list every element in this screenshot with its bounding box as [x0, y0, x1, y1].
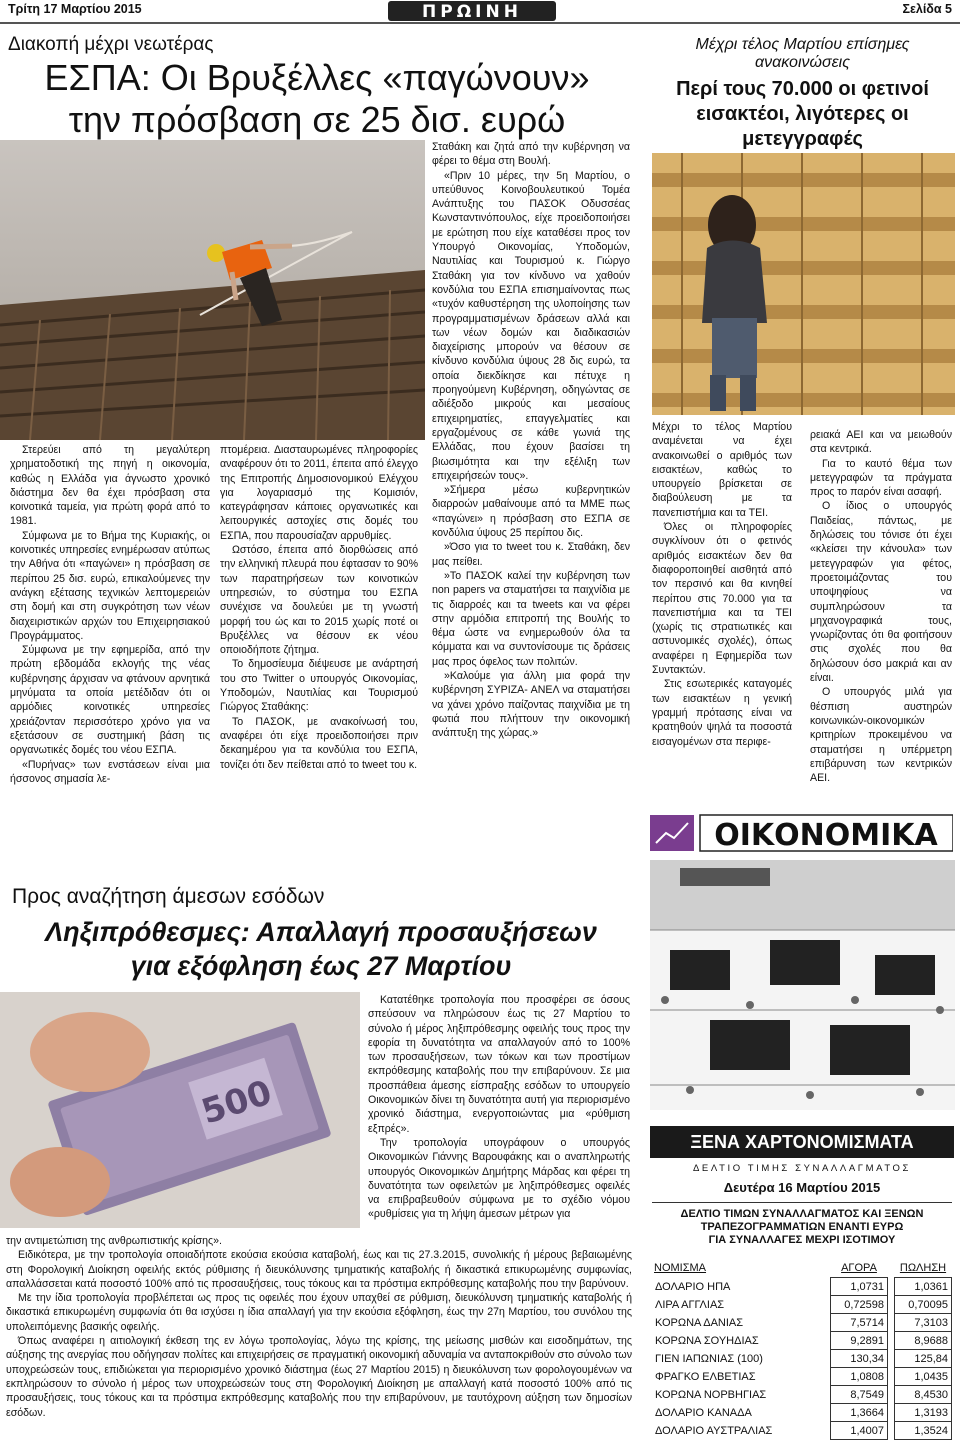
issue-date: Τρίτη 17 Μαρτίου 2015 — [8, 2, 142, 16]
page-number: Σελίδα 5 — [902, 2, 952, 16]
students-column-1 — [652, 420, 792, 800]
table-row — [652, 1404, 952, 1422]
currency-name: ΚΟΡΩΝΑ ΔΑΝΙΑΣ — [655, 1316, 744, 1329]
paragraph: »Το ΠΑΣΟΚ καλεί την κυβέρνηση των non papers να σταματήσει τα παιχνίδια με τις διαρροές και τα tweets και να φέρει στην αρμόδια επιτροπή της Βουλής το θέμα ώστε να ενημερωθούν όλα τα κόμματα και να συντονίσουμε τις δράσεις μας προς όφελος των πολιτών. — [432, 569, 630, 668]
header-rule — [0, 22, 960, 24]
sell-rate: 8,4530 — [895, 1386, 952, 1404]
espa-headline — [12, 57, 622, 141]
masthead-text: ΠΡΩΙΝΗ — [422, 2, 522, 22]
sell-rate: 8,9688 — [895, 1332, 952, 1350]
students-column-2 — [810, 428, 952, 800]
currency-name: ΔΟΛΑΡΙΟ ΚΑΝΑΔΑ — [655, 1406, 752, 1419]
masthead-logo — [388, 0, 556, 22]
espa-column-2 — [220, 443, 418, 868]
buy-rate: 1,0731 — [831, 1278, 888, 1296]
espa-headline-line-2: την πρόσβαση σε 25 δισ. ευρώ — [68, 99, 566, 140]
paragraph: Όπως αναφέρει η αιτιολογική έκθεση της εν λόγω τροπολογίας, λόγω της κρίσης, της μείωσης μισθών και εισοδημάτων, της αύξησης της ανεργίας που οδήγησαν πολίτες και επιχειρήσεις σε πραγματική οικονομική αδυναμία να ανταποκριθούν στο σύνολο των υποχρεώσεών τους, επιδιώκεται για περιορισμένο χρονικό διάστημα (έως 27 Μαρτίου 2015) η διευκόλυνση των φορολογουμένων να εκπληρώσουν το σύνολο ή μέρος των υποχρεώσεών τους στη Φορολογική Διοίκηση με απαλλαγή κατά ποσοστό 100% από τις προσαυξήσεις, τους τόκους και τα πρόστιμα εκπρόθεσμης καταβολής που την επιβαρύνουν, με ταυτόχρονη αύξηση των δημοσίων εσόδων. — [6, 1335, 632, 1419]
deadline-headline-line-1: Ληξιπρόθεσμες: Απαλλαγή προσαυξήσεων — [45, 917, 597, 947]
paragraph: Σύμφωνα με την εφημερίδα, από την πρώτη εβδομάδα εκλογής της νέας κυβέρνησης άρχισαν να φτάνουν αρνητικά μηνύματα τα οποία μετέδιδαν ότι οι αρμόδιες κοινοτικές υπηρεσίες χρειάζονταν περισσότερο χρόνο για να εξετάσουν σε συστημική βάση τις οργανωτικές δομές του νέου ΕΣΠΑ. — [10, 644, 210, 757]
paragraph: ρειακά ΑΕΙ και να μειωθούν στα κεντρικά. — [810, 429, 952, 456]
sell-rate: 1,3193 — [895, 1404, 952, 1422]
economy-section-banner — [650, 813, 953, 853]
buy-rate: 1,0808 — [831, 1368, 888, 1386]
paragraph: Την τροπολογία υπογράφουν ο υπουργός Οικονομικών Γιάννης Βαρουφάκης και ο αναπληρωτής υπουργός Οικονομικών Δημήτρης Μάρδας και φέρει τη δυνατότητα των οφειλετών με ληξιπρόθεσμες οφειλές να επιβραβευθούν σύμφωνα με το σχέδιο νόμου «ρυθμίσεις για τη λήψη άμεσων μέτρων για — [368, 1136, 630, 1221]
currency-name: ΓΙΕΝ ΙΑΠΩΝΙΑΣ (100) — [655, 1352, 763, 1365]
euro-banknotes-photo — [0, 992, 360, 1228]
chart-icon — [650, 815, 694, 851]
buy-rate: 0,72598 — [831, 1296, 888, 1314]
paragraph: Όλες οι πληροφορίες συγκλίνουν ότι ο φετινός αριθμός εισακτέων δεν θα διαφοροποιηθεί αισθητά από τον περσινό και θα κινηθεί περίπου στις 70.000 για τα πανεπιστήμια και τα ΤΕΙ (χωρίς τις στρατιωτικές και αστυνομικές σχολές), όπως αναφέρει η Εφημερίδα των Συντακτών. — [652, 521, 792, 677]
table-row — [652, 1314, 952, 1332]
sell-rate: 1,0361 — [895, 1278, 952, 1296]
student-in-lecture-hall-photo — [652, 153, 955, 415]
paragraph: Το ΠΑΣΟΚ, με ανακοίνωσή του, αναφέρει ότι είχε προειδοποιήσει πριν δεκαημέρου για τα κονδύλια του ΕΣΠΑ, τονίζει ότι δεν πείθεται από το tweet του κ. — [220, 715, 418, 771]
currency-name: ΛΙΡΑ ΑΓΓΛΙΑΣ — [655, 1298, 725, 1311]
paragraph: Με την ίδια τροπολογία προβλέπεται ως προς τις οφειλές που έχουν υπαχθεί σε ρύθμιση, διευκόλυνση τμηματικής καταβολής ή δικαστικά επικυρωμένη συμφωνία ότι θα ισχύσει η ίδια απαλλαγή για την εκούσια εξόφληση, έως την 27η Μαρτίου, του συνόλου της υπολειπόμενης βασικής οφειλής. — [6, 1292, 632, 1333]
paragraph: Σταθάκη και ζητά από την κυβέρνηση να φέρει το θέμα στη Βουλή. — [432, 141, 630, 168]
table-row — [652, 1422, 952, 1440]
paragraph: Το δημοσίευμα διέψευσε με ανάρτησή του στο Twitter ο υπουργός Οικονομίας, Υποδομών, Ναυτιλίας και Τουρισμού Γιώργος Σταθάκης: — [220, 658, 418, 714]
currency-name: ΚΟΡΩΝΑ ΣΟΥΗΔΙΑΣ — [655, 1334, 759, 1347]
currency-name: ΚΟΡΩΝΑ ΝΟΡΒΗΓΙΑΣ — [655, 1388, 767, 1401]
buy-rate: 1,4007 — [831, 1422, 888, 1440]
espa-headline-line-1: ΕΣΠΑ: Οι Βρυξέλλες «παγώνουν» — [44, 57, 590, 98]
students-kicker: Μέχρι τέλος Μαρτίου επίσημες ανακοινώσεις — [695, 36, 910, 71]
paragraph: »Όσο για το tweet του κ. Σταθάκη, δεν μας πείθει. — [432, 541, 630, 568]
sell-rate: 7,3103 — [895, 1314, 952, 1332]
table-row — [652, 1278, 952, 1296]
deadline-headline-line-2: για εξόφληση έως 27 Μαρτίου — [130, 951, 512, 981]
paragraph: Κατατέθηκε τροπολογία που προσφέρει σε όσους σπεύσουν να πληρώσουν έως τις 27 Μαρτίου το σύνολο ή μέρος ληξιπρόθεσμης οφειλής τους προς την εφορία τη δυνατότητα να απαλλαγούν από το 100% των προσαυξήσεων, των τόκων και των προστίμων εκπρόθεσμης καταβολής που την επιβαρύνουν. Σε μια προσπάθεια άμεσης είσπραξης εσόδων το υπουργείο Οικονομικών δίνει τη δυνατότητα αυτή για περιορισμένο χρονικό διάστημα, ενεργοποιώντας μια «ρύθμιση εξπρές». — [368, 994, 630, 1135]
table-row — [652, 1350, 952, 1368]
fx-divider — [652, 1202, 952, 1203]
table-header-row — [652, 1262, 952, 1278]
paragraph: «Πυρήνας» των ενστάσεων είναι μια ήσσονος σημασία λε- — [10, 758, 210, 785]
column-header: ΠΩΛΗΣΗ — [899, 1262, 947, 1274]
paragraph: Ο ίδιος ο υπουργός Παιδείας, πάντως, με δηλώσεις του τόνισε ότι έχει «κλείσει την κάνουλα» των μετεγγραφών για φέτος, προετοιμάζοντας του υποψηφίους να συμπληρώσουν τα μηχανογραφικά τους, γνωρίζοντας ότι θα φοιτήσουν στις σχολές που θα δηλώσουν όσο μακριά και αν είναι. — [810, 500, 952, 685]
paragraph: Για το καυτό θέμα των μετεγγραφών τα πράγματα προς το παρόν είναι ασαφή. — [810, 457, 952, 499]
fx-date: Δευτέρα 16 Μαρτίου 2015 — [723, 1180, 881, 1195]
fx-rates-table — [652, 1262, 952, 1440]
paragraph: «Πριν 10 μέρες, την 5η Μαρτίου, ο υπεύθυνος Κοινοβουλευτικού Τομέα Ανάπτυξης του ΠΑΣΟΚ Οδυσσέας Κωνσταντινόπουλος, είχε προειδοποιήσει με ερώτηση που είχε καταθέσει προς τον Υπουργό Οικονομίας, Υποδομών, Ναυτιλίας και Τουρισμού κ. Γιώργο Σταθάκη για τον κίνδυνο να χαθούν κονδύλια του ΕΣΠΑ επισημαίνοντας πως «τυχόν καθυστέρηση της υλοποίησης των προγραμματισμένων δράσεων αλλά και των νέων δομών και διαδικασιών διαχείρισης μπορούν να θέσουν σε κίνδυνο κονδύλια ύψους 28 δις ευρώ, τα οποία διεκδίκησε και πέτυχε η προηγούμενη Κυβέρνηση, οδηγώντας σε αδιέξοδο μικρούς και μεσαίους επιχειρηματίες, επαγγελματίες και εργαζομένους σε κάθε γωνιά της Ελλάδας, που έχουν βασίσει τη βιωσιμότητα και την εξέλιξη των επιχειρήσεών τους». — [432, 169, 630, 482]
sell-rate: 125,84 — [895, 1350, 952, 1368]
espa-column-1 — [10, 443, 210, 868]
deadline-headline — [12, 915, 630, 983]
students-headline: Περί τους 70.000 οι φετινοί εισακτέοι, λιγότερες οι μετεγγραφές — [676, 78, 929, 150]
paragraph: »Καλούμε για άλλη μια φορά την κυβέρνηση ΣΥΡΙΖΑ- ΑΝΕΛ να σταματήσει να χάνει χρόνο παίζοντας παιχνίδια με τη φωτιά που πλήττουν την οικονομική ανάπτυξη της χώρας.» — [432, 669, 630, 740]
stock-exchange-illustration — [650, 860, 955, 1110]
deadline-kicker: Προς αναζήτηση άμεσων εσόδων — [12, 885, 325, 908]
table-row — [652, 1332, 952, 1350]
fx-heading-line-3: ΓΙΑ ΣΥΝΑΛΛΑΓΕΣ ΜΕΧΡΙ ΙΣΟΤΙΜΟΥ — [708, 1234, 896, 1246]
buy-rate: 1,3664 — [831, 1404, 888, 1422]
fx-subtitle: ΔΕΛΤΙΟ ΤΙΜΗΣ ΣΥΝΑΛΛΑΓΜΑΤΟΣ — [692, 1163, 912, 1174]
paragraph: την αντιμετώπιση της ανθρωπιστικής κρίσης». — [6, 1235, 222, 1247]
paragraph: »Σήμερα μέσω κυβερνητικών διαρροών μαθαίνουμε από τα ΜΜΕ πως «παγώνει» η πρόσβαση στο ΕΣΠΑ σε κονδύλια ύψους 25 περίπου δις. — [432, 484, 630, 540]
paragraph: Σύμφωνα με το Βήμα της Κυριακής, οι κοινοτικές υπηρεσίες ενημέρωσαν ατύπως την Αθήνα ότι «παγώνει» η πρόσβαση σε περίπου 25 δισ. ευρώ, επικαλούμενες την ανάγκη εξέτασης τεχνικών λεπτομερειών στη δομή και στη συγκρότηση των νέων διαχειριστικών αρχών του Επιχειρησιακού Προγράμματος. — [10, 529, 210, 642]
paragraph: Ο υπουργός μιλά για θέσπιση αυστηρών κοινωνικών-οικονομικών κριτηρίων προκειμένου να σταματήσει η υπέρμετρη επιβάρυνση των κεντρικών ΑΕΙ. — [810, 686, 952, 785]
banknote-value: 500 — [196, 1072, 277, 1133]
fx-heading-line-2: ΤΡΑΠΕΖΟΓΡΑΜΜΑΤΙΩΝ ΕΝΑΝΤΙ ΕΥΡΩ — [700, 1221, 904, 1233]
buy-rate: 9,2891 — [831, 1332, 888, 1350]
deadline-bottom-text — [6, 1234, 632, 1448]
buy-rate: 130,34 — [831, 1350, 888, 1368]
deadline-right-column — [368, 993, 630, 1233]
buy-rate: 8,7549 — [831, 1386, 888, 1404]
fx-title: ΞΕΝΑ ΧΑΡΤΟΝΟΜΙΣΜΑΤΑ — [650, 1126, 954, 1158]
column-header: ΝΟΜΙΣΜΑ — [654, 1262, 707, 1275]
sell-rate: 0,70095 — [895, 1296, 952, 1314]
espa-column-3 — [432, 140, 630, 868]
sell-rate: 1,0435 — [895, 1368, 952, 1386]
currency-name: ΦΡΑΓΚΟ ΕΛΒΕΤΙΑΣ — [655, 1370, 756, 1383]
paragraph: Στερεύει από τη μεγαλύτερη χρηματοδοτική της πηγή η οικονομία, καθώς η Ελλάδα για άγνωστο χρονικό διάστημα δεν θα έχει πρόσβαση στα κοινοτικά ταμεία, για πρώτη φορά από το 1981. — [10, 444, 210, 528]
fx-heading — [650, 1208, 954, 1247]
espa-kicker: Διακοπή μέχρι νεωτέρας — [8, 34, 214, 55]
construction-worker-photo — [0, 140, 425, 440]
currency-name: ΔΟΛΑΡΙΟ ΑΥΣΤΡΑΛΙΑΣ — [655, 1424, 773, 1437]
paragraph: Στις εσωτερικές καταγομές των εισακτέων η γενική γραμμή πρότασης είναι να κρατηθούν ψηλά τα ποσοστά εισαγομένων στα περιφε- — [652, 678, 792, 748]
table-row — [652, 1368, 952, 1386]
sell-rate: 1,3524 — [895, 1422, 952, 1440]
currency-name: ΔΟΛΑΡΙΟ ΗΠΑ — [655, 1280, 731, 1293]
fx-heading-line-1: ΔΕΛΤΙΟ ΤΙΜΩΝ ΣΥΝΑΛΛΑΓΜΑΤΟΣ ΚΑΙ ΞΕΝΩΝ — [680, 1208, 924, 1220]
section-title: ΟΙΚΟΝΟΜΙΚΑ — [714, 818, 938, 853]
table-row — [652, 1296, 952, 1314]
paragraph: Ωστόσο, έπειτα από διορθώσεις από την ελληνική πλευρά που έφτασαν το 90% των παρατηρήσεων των κοινοτικών υπηρεσιών, το σύστημα του ΕΣΠΑ συνέχισε να δουλεύει με τη γνωστή μορφή του ώς και το 2015 χωρίς ποτέ οι Βρυξέλλες να θέσουν εκ νέου οποιοδήποτε ζήτημα. — [220, 544, 418, 657]
column-header: ΑΓΟΡΑ — [841, 1262, 877, 1274]
paragraph: πτομέρεια. Διασταυρωμένες πληροφορίες αναφέρουν ότι το 2011, έπειτα από έλεγχο της Επιτροπής Δημοσιονομικού Ελέγχου για λογαριασμό της Κομισιόν, κατεγράφησαν κάποιες οργανωτικές και λειτουργικές αστοχίες στις δομές του ΕΣΠΑ, που παρουσίαζαν αρρυθμίες. — [220, 444, 418, 542]
paragraph: Μέχρι το τέλος Μαρτίου αναμένεται να έχει ανακοινωθεί ο αριθμός των εισακτέων, καθώς το υπουργείο βρίσκεται σε διαβούλευση με τα πανεπιστήμια και τα ΤΕΙ. — [652, 421, 792, 519]
table-row — [652, 1386, 952, 1404]
paragraph: Ειδικότερα, με την τροπολογία οποιαδήποτε εκούσια εκούσια καταβολή, έως και τις 27.3.2015, συνολικής ή μέρους βεβαιωμένης στη Φορολογική Διοίκηση οφειλής εκτός ρύθμισης ή διευκόλυνσης τμηματικής καταβολής ή δικαστικά επικυρωμένης συμφωνίας, απαλλάσσεται κατά ποσοστό 100% από τις προσαυξήσεις, τους τόκους και τα πρόστιμα εκπρόθεσμης καταβολής που την βαρύνουν. — [6, 1249, 632, 1290]
buy-rate: 7,5714 — [831, 1314, 888, 1332]
